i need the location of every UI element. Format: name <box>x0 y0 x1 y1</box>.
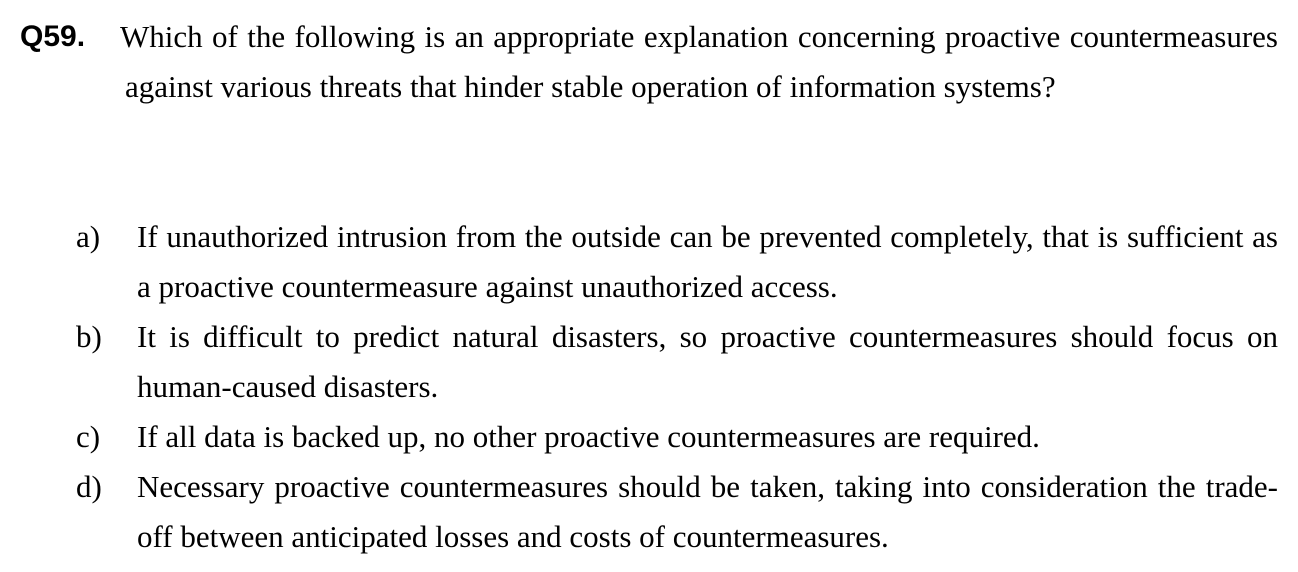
option-b <box>76 312 1278 412</box>
option-label: b) <box>76 319 102 354</box>
option-text: If unauthorized intrusion from the outside can be prevented completely, that is sufficient as a proactive countermeasure against unauthorized access. <box>137 219 1278 304</box>
option-label: a) <box>76 219 101 254</box>
option-text: It is difficult to predict natural disasters, so proactive countermeasures should focus on human-caused disasters. <box>137 319 1278 404</box>
option-text: If all data is backed up, no other proactive countermeasures are required. <box>137 419 1040 454</box>
option-text: Necessary proactive countermeasures should be taken, taking into consideration the trade-off between anticipated losses and costs of countermeasures. <box>137 469 1278 554</box>
answer-options <box>76 212 1278 562</box>
question-number: Q59. <box>20 20 86 53</box>
option-label: c) <box>76 419 101 454</box>
option-c <box>76 412 1278 462</box>
question-block <box>20 12 1278 112</box>
question-text: Which of the following is an appropriate explanation concerning proactive countermeasures against various threats that hinder stable operation of information systems? <box>120 19 1278 104</box>
option-a <box>76 212 1278 312</box>
option-d <box>76 462 1278 562</box>
option-label: d) <box>76 469 102 504</box>
